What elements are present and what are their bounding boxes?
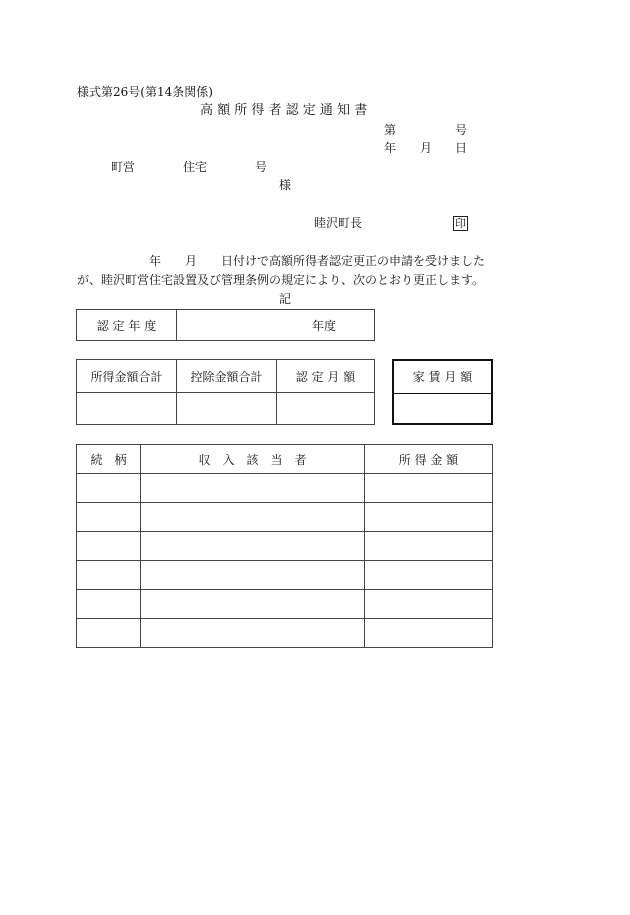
form-label: 様式第26号(第14条関係) <box>77 85 213 99</box>
relationship-cell <box>77 474 141 503</box>
amount-header-monthly-certified: 認 定 月 額 <box>277 360 375 393</box>
income-amount-cell <box>365 532 493 561</box>
income-header-relationship: 続 柄 <box>77 445 141 474</box>
body-text-line2: が、睦沢町営住宅設置及び管理条例の規定により、次のとおり更正します。 <box>77 273 485 287</box>
addressee-housing: 住宅 <box>183 160 208 174</box>
earner-cell <box>141 503 365 532</box>
income-header-income-amount: 所 得 金 額 <box>365 445 493 474</box>
certification-year-table <box>76 309 375 341</box>
earner-cell <box>141 561 365 590</box>
relationship-cell <box>77 619 141 648</box>
doc-number-suffix: 号 <box>455 123 468 137</box>
certification-year-value: 年度 <box>177 310 375 341</box>
rent-table <box>392 359 493 425</box>
table-row <box>77 619 493 648</box>
amount-header-income-total: 所得金額合計 <box>77 360 177 393</box>
income-amount-cell <box>365 619 493 648</box>
table-row <box>77 503 493 532</box>
seal-mark: 印 <box>455 217 466 230</box>
amount-table <box>76 359 375 425</box>
certification-year-label: 認 定 年 度 <box>77 310 177 341</box>
rent-header: 家 賃 月 額 <box>393 360 492 393</box>
date-day: 日 <box>455 141 468 155</box>
body-text-line1: 年 月 日付けで高額所得者認定更正の申請を受けました <box>149 254 486 268</box>
amount-cell-deduction-total <box>177 393 277 425</box>
income-table <box>76 444 493 648</box>
addressee-honorific: 様 <box>279 178 292 192</box>
table-row <box>77 590 493 619</box>
amount-cell-monthly-certified <box>277 393 375 425</box>
income-amount-cell <box>365 561 493 590</box>
addressee-number: 号 <box>255 160 268 174</box>
earner-cell <box>141 474 365 503</box>
addressee-town: 町営 <box>111 160 136 174</box>
income-amount-cell <box>365 474 493 503</box>
table-row <box>77 532 493 561</box>
doc-number-prefix: 第 <box>384 123 397 137</box>
earner-cell <box>141 619 365 648</box>
earner-cell <box>141 532 365 561</box>
table-row <box>77 561 493 590</box>
amount-header-deduction-total: 控除金額合計 <box>177 360 277 393</box>
relationship-cell <box>77 532 141 561</box>
income-amount-cell <box>365 590 493 619</box>
rent-cell <box>393 393 492 424</box>
relationship-cell <box>77 561 141 590</box>
relationship-cell <box>77 590 141 619</box>
relationship-cell <box>77 503 141 532</box>
sender-name: 睦沢町長 <box>314 216 363 230</box>
date-month: 月 <box>420 141 433 155</box>
ki-heading: 記 <box>279 292 292 306</box>
table-row <box>77 474 493 503</box>
earner-cell <box>141 590 365 619</box>
document-title: 高 額 所 得 者 認 定 通 知 書 <box>200 103 368 118</box>
amount-cell-income-total <box>77 393 177 425</box>
income-header-earner: 収 入 該 当 者 <box>141 445 365 474</box>
income-amount-cell <box>365 503 493 532</box>
date-year: 年 <box>384 141 397 155</box>
